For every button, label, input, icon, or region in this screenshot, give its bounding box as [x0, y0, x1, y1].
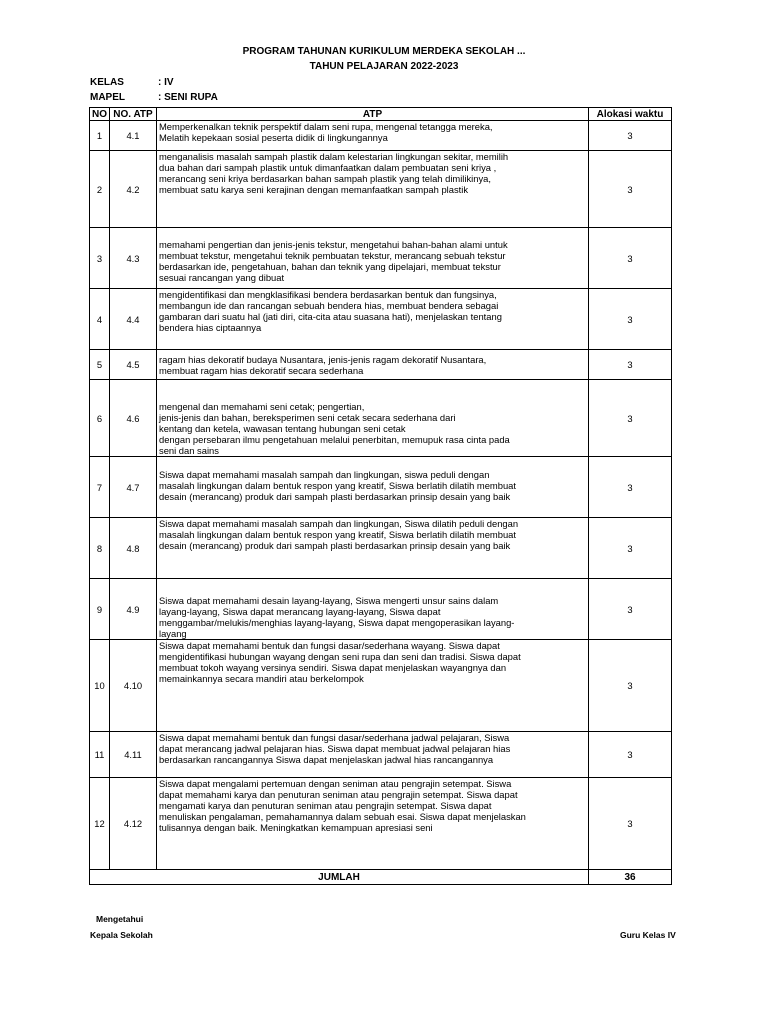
row-atp-cell	[157, 151, 589, 228]
row-no: 5	[90, 350, 110, 380]
row-alokasi: 3	[589, 121, 672, 151]
row-atp-cell	[157, 289, 589, 350]
row-no: 10	[90, 640, 110, 732]
academic-year: TAHUN PELAJARAN 2022-2023	[309, 61, 459, 72]
row-alokasi: 3	[589, 518, 672, 579]
mengetahui-label: Mengetahui	[96, 914, 144, 924]
row-atp-no: 4.6	[110, 380, 157, 457]
mapel-label: MAPEL	[90, 92, 125, 103]
row-atp-cell	[157, 778, 589, 870]
header-no: NO	[90, 108, 110, 121]
row-alokasi: 3	[589, 778, 672, 870]
kelas-value: : IV	[158, 77, 174, 88]
row-atp-text: memahami pengertian dan jenis-jenis tekstur, mengetahui bahan-bahan alami untuk membuat tekstur, mengetahui teknik pembuatan tekstur, merancang sebuah tekstur berdasarkan ide, pengetahuan, bahan dan teknik yang dipelajari, membuat tekstur sesuai rancangan yang dibuat	[159, 239, 508, 283]
row-atp-no: 4.3	[110, 228, 157, 289]
document-title: PROGRAM TAHUNAN KURIKULUM MERDEKA SEKOLAH ...	[242, 46, 526, 57]
row-alokasi: 3	[589, 289, 672, 350]
table-row	[90, 732, 672, 778]
row-atp-text: Siswa dapat memahami bentuk dan fungsi dasar/sederhana jadwal pelajaran, Siswa dapat merancang jadwal pelajaran hias. Siswa dapat membuat jadwal pelajaran hias berdasarkan rancangannya Siswa dapat menjelaskan jadwal hias rancangannya	[159, 732, 511, 765]
row-no: 12	[90, 778, 110, 870]
table-row	[90, 778, 672, 870]
row-no: 4	[90, 289, 110, 350]
guru-kelas-label: Guru Kelas IV	[620, 930, 676, 940]
row-atp-no: 4.10	[110, 640, 157, 732]
header-atp: ATP	[157, 108, 589, 121]
table-row	[90, 151, 672, 228]
header-alokasi: Alokasi waktu	[589, 108, 672, 121]
row-atp-text: Siswa dapat mengalami pertemuan dengan seniman atau pengrajin setempat. Siswa dapat memahami karya dan penuturan seniman atau pengrajin setempat. Siswa dapat mengamati karya dan penuturan seniman atau pengrajin setempat. Siswa dapat menuliskan pengalaman, pemahamannya dalam sebuah esai. Siswa dapat menjelaskan tulisannya dengan baik. Meningkatkan kemampuan apresiasi seni	[159, 778, 526, 833]
row-no: 6	[90, 380, 110, 457]
kelas-label: KELAS	[90, 77, 124, 88]
row-atp-no: 4.9	[110, 579, 157, 640]
row-atp-cell	[157, 380, 589, 457]
row-alokasi: 3	[589, 151, 672, 228]
row-atp-cell	[157, 579, 589, 640]
row-alokasi: 3	[589, 457, 672, 518]
row-atp-text: Siswa dapat memahami desain layang-layang, Siswa mengerti unsur sains dalam layang-layang, Siswa dapat merancang layang-layang, Siswa dapat menggambar/melukis/menghias layang-layang, Siswa dapat mengoperasikan layang- layang	[159, 595, 515, 639]
row-atp-no: 4.4	[110, 289, 157, 350]
row-atp-no: 4.12	[110, 778, 157, 870]
total-value: 36	[589, 870, 672, 885]
table-row	[90, 289, 672, 350]
row-atp-cell	[157, 732, 589, 778]
table-row	[90, 228, 672, 289]
row-no: 8	[90, 518, 110, 579]
row-atp-no: 4.2	[110, 151, 157, 228]
row-atp-no: 4.7	[110, 457, 157, 518]
table-row	[90, 640, 672, 732]
row-atp-no: 4.8	[110, 518, 157, 579]
table-row	[90, 518, 672, 579]
row-no: 2	[90, 151, 110, 228]
row-no: 3	[90, 228, 110, 289]
row-atp-cell	[157, 640, 589, 732]
row-atp-text: menganalisis masalah sampah plastik dalam kelestarian lingkungan sekitar, memilih dua bahan dari sampah plastik untuk dimanfaatkan dalam pembuatan seni kriya , merancang seni kriya berdasarkan bahan sampah plastik yang telah dimilikinya, membuat satu karya seni kerajinan dengan memanfaatkan sampah plastik	[159, 151, 509, 195]
row-atp-text: Siswa dapat memahami masalah sampah dan lingkungan, siswa peduli dengan masalah lingkungan dalam bentuk respon yang kreatif, Siswa berlatih dilatih membuat desain (merancang) produk dari sampah plasti berdasarkan prinsip desain yang baik	[159, 469, 516, 502]
row-alokasi: 3	[589, 732, 672, 778]
row-atp-cell	[157, 457, 589, 518]
row-atp-no: 4.5	[110, 350, 157, 380]
row-atp-no: 4.1	[110, 121, 157, 151]
row-atp-cell	[157, 518, 589, 579]
row-alokasi: 3	[589, 380, 672, 457]
row-no: 9	[90, 579, 110, 640]
table-row	[90, 380, 672, 457]
row-no: 7	[90, 457, 110, 518]
row-atp-no: 4.11	[110, 732, 157, 778]
table-header-row	[90, 108, 672, 121]
row-atp-text: Siswa dapat memahami bentuk dan fungsi dasar/sederhana wayang. Siswa dapat mengidentifikasi hubungan wayang dengan seni rupa dan seni dan tradisi. Siswa dapat membuat tokoh wayang versinya sendiri. Siswa dapat menjelaskan wayangnya dan memainkannya secara mandiri atau berkelompok	[159, 640, 521, 684]
row-atp-text: mengenal dan memahami seni cetak; pengertian, jenis-jenis dan bahan, bereksperimen seni cetak secara sederhana dari kentang dan ketela, wawasan tentang hubungan seni cetak dengan persebaran ilmu pengetahuan melalui penerbitan, memupuk rasa cinta pada seni dan sains	[159, 401, 510, 456]
kelas-row	[90, 77, 174, 88]
row-no: 11	[90, 732, 110, 778]
row-no: 1	[90, 121, 110, 151]
row-alokasi: 3	[589, 579, 672, 640]
row-atp-cell	[157, 228, 589, 289]
kepala-sekolah-label: Kepala Sekolah	[90, 930, 153, 940]
row-atp-text: mengidentifikasi dan mengklasifikasi bendera berdasarkan bentuk dan fungsinya, membangun ide dan rancangan sebuah bendera hias, membuat bendera sebagai gambaran dari suatu hal (jati diri, cita-cita atau suasana hati), menjelaskan tentang bendera hias ciptaannya	[159, 289, 502, 333]
row-alokasi: 3	[589, 228, 672, 289]
row-atp-text: Siswa dapat memahami masalah sampah dan lingkungan, Siswa dilatih peduli dengan masalah lingkungan dalam bentuk respon yang kreatif, Siswa berlatih dilatih membuat desain (merancang) produk dari sampah plasti berdasarkan prinsip desain yang baik	[159, 518, 519, 551]
row-atp-text: Memperkenalkan teknik perspektif dalam seni rupa, mengenal tetangga mereka, Melatih kepekaan sosial peserta didik di lingkungannya	[159, 121, 493, 143]
row-alokasi: 3	[589, 350, 672, 380]
row-atp-text: ragam hias dekoratif budaya Nusantara, jenis-jenis ragam dekoratif Nusantara, membuat ragam hias dekoratif secara sederhana	[159, 353, 487, 376]
row-alokasi: 3	[589, 640, 672, 732]
mapel-row	[90, 92, 218, 103]
row-atp-cell	[157, 121, 589, 151]
atp-table	[89, 107, 672, 885]
table-row	[90, 121, 672, 151]
header-no-atp: NO. ATP	[110, 108, 157, 121]
table-row	[90, 579, 672, 640]
row-atp-cell	[157, 350, 589, 380]
total-row	[90, 870, 672, 885]
table-row	[90, 350, 672, 380]
table-row	[90, 457, 672, 518]
mapel-value: : SENI RUPA	[158, 92, 218, 103]
total-label: JUMLAH	[90, 870, 589, 885]
